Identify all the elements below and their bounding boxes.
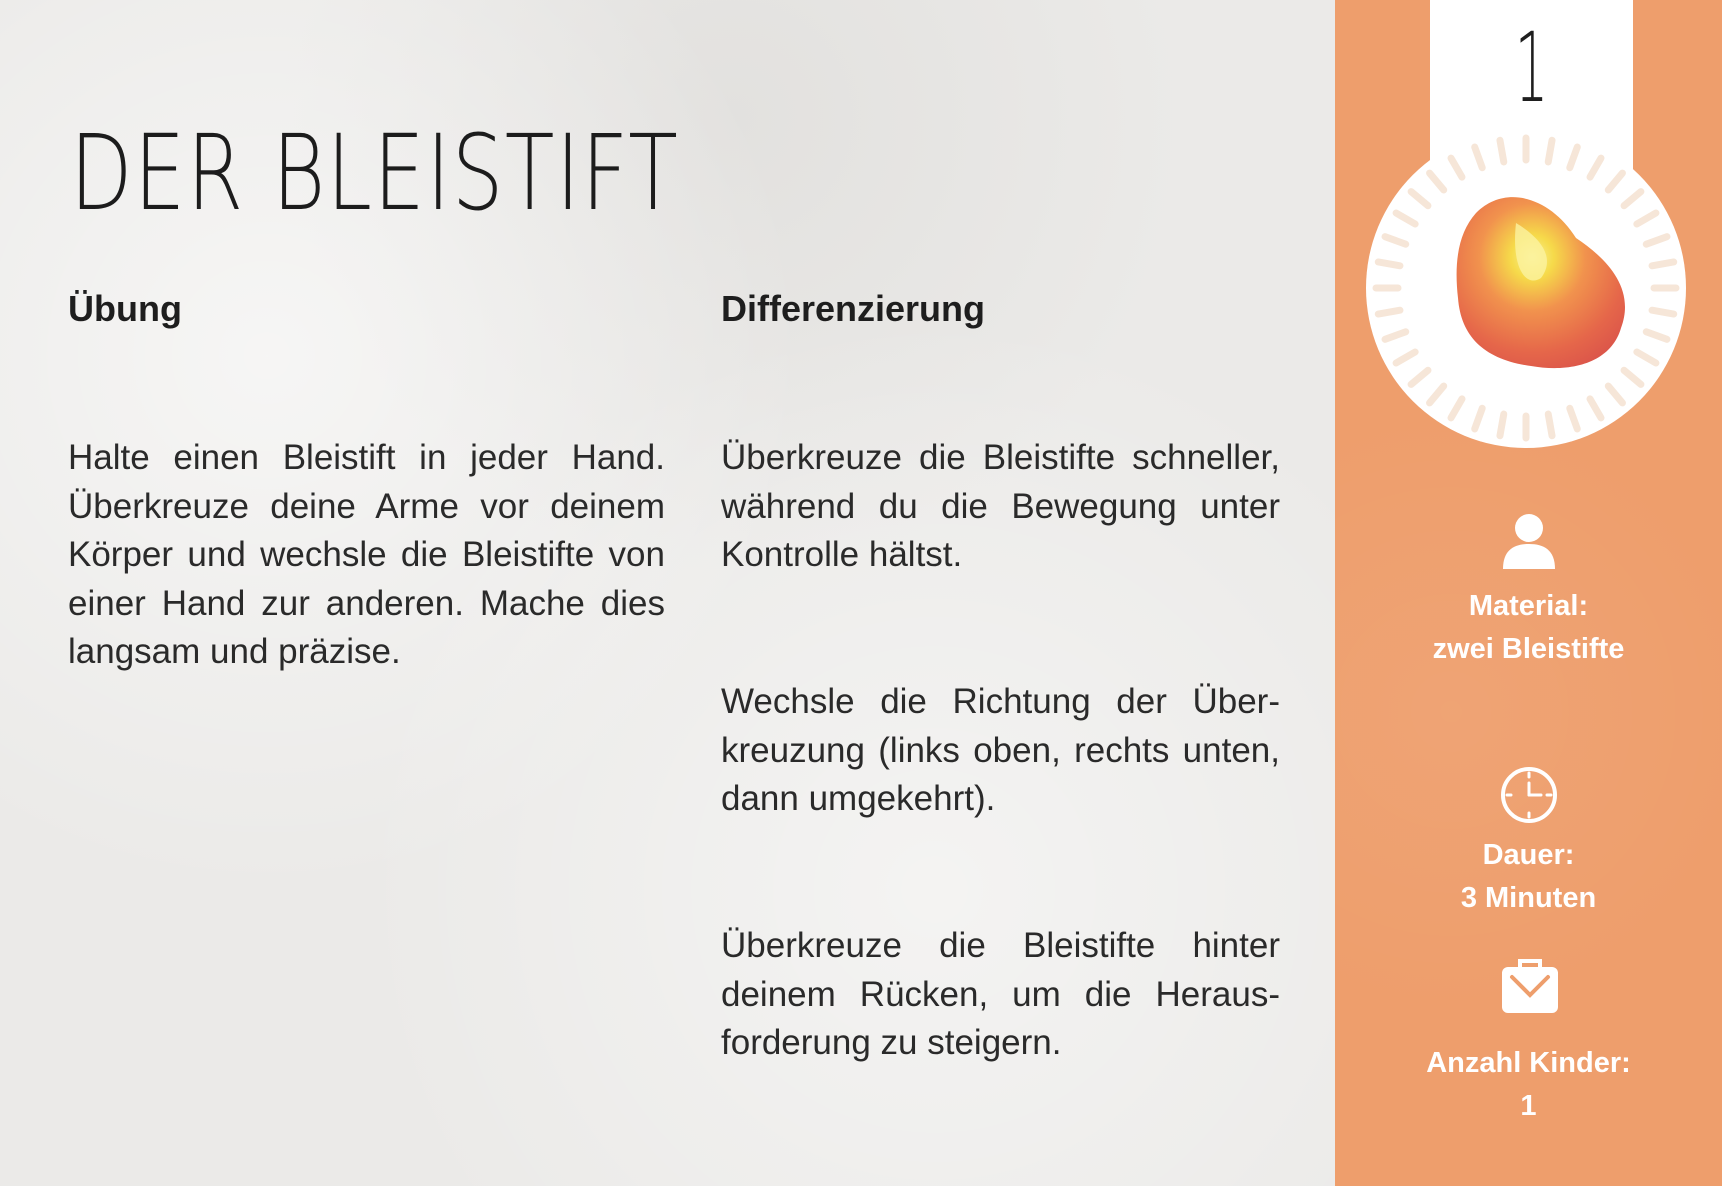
sun-watercolor-badge — [1366, 128, 1686, 448]
children-label: Anzahl Kinder: — [1426, 1047, 1631, 1079]
sun-ray — [1652, 262, 1674, 266]
differentiation-heading: Differenzierung — [721, 288, 986, 329]
clock-icon — [1499, 765, 1559, 825]
person-icon — [1502, 512, 1556, 570]
sun-ray — [1548, 140, 1552, 162]
sun-ray — [1500, 414, 1504, 436]
material-label: Material: — [1468, 590, 1589, 622]
card-number: 1 — [1514, 12, 1549, 124]
exercise-heading: Übung — [68, 288, 182, 329]
children-value: 1 — [1520, 1090, 1537, 1122]
sun-ray — [1500, 140, 1504, 162]
sun-ray — [1378, 310, 1400, 314]
material-value: zwei Bleistifte — [1432, 633, 1625, 665]
info-sidebar — [1335, 0, 1722, 1186]
sun-ray — [1548, 414, 1552, 436]
differentiation-paragraph-3: Überkreuze die Bleistifte hinter deinem Rücken, um die Herausforderung zu steigern. — [721, 926, 1280, 1063]
material-info — [1335, 585, 1722, 671]
differentiation-paragraph-1: Überkreuze die Bleistifte schneller, während du die Bewegung unter Kontrolle hältst. — [721, 438, 1280, 575]
sun-ray — [1378, 262, 1400, 266]
children-info — [1335, 1042, 1722, 1128]
sun-ray — [1652, 310, 1674, 314]
bag-icon — [1500, 957, 1560, 1015]
duration-label: Dauer: — [1482, 839, 1575, 871]
duration-info — [1335, 834, 1722, 920]
page-title: DER BLEISTIFT — [70, 112, 680, 234]
exercise-text: Halte einen Bleistift in jeder Hand. Überkreuze deine Arme vor deinem Körper und wechsle die Bleistifte von einer Hand zur anderen. Mache dies langsam und präzise. — [68, 438, 665, 672]
differentiation-paragraph-2: Wechsle die Richtung der Überkreuzung (links oben, rechts unten, dann umgekehrt). — [721, 682, 1280, 819]
duration-value: 3 Minuten — [1460, 882, 1597, 914]
